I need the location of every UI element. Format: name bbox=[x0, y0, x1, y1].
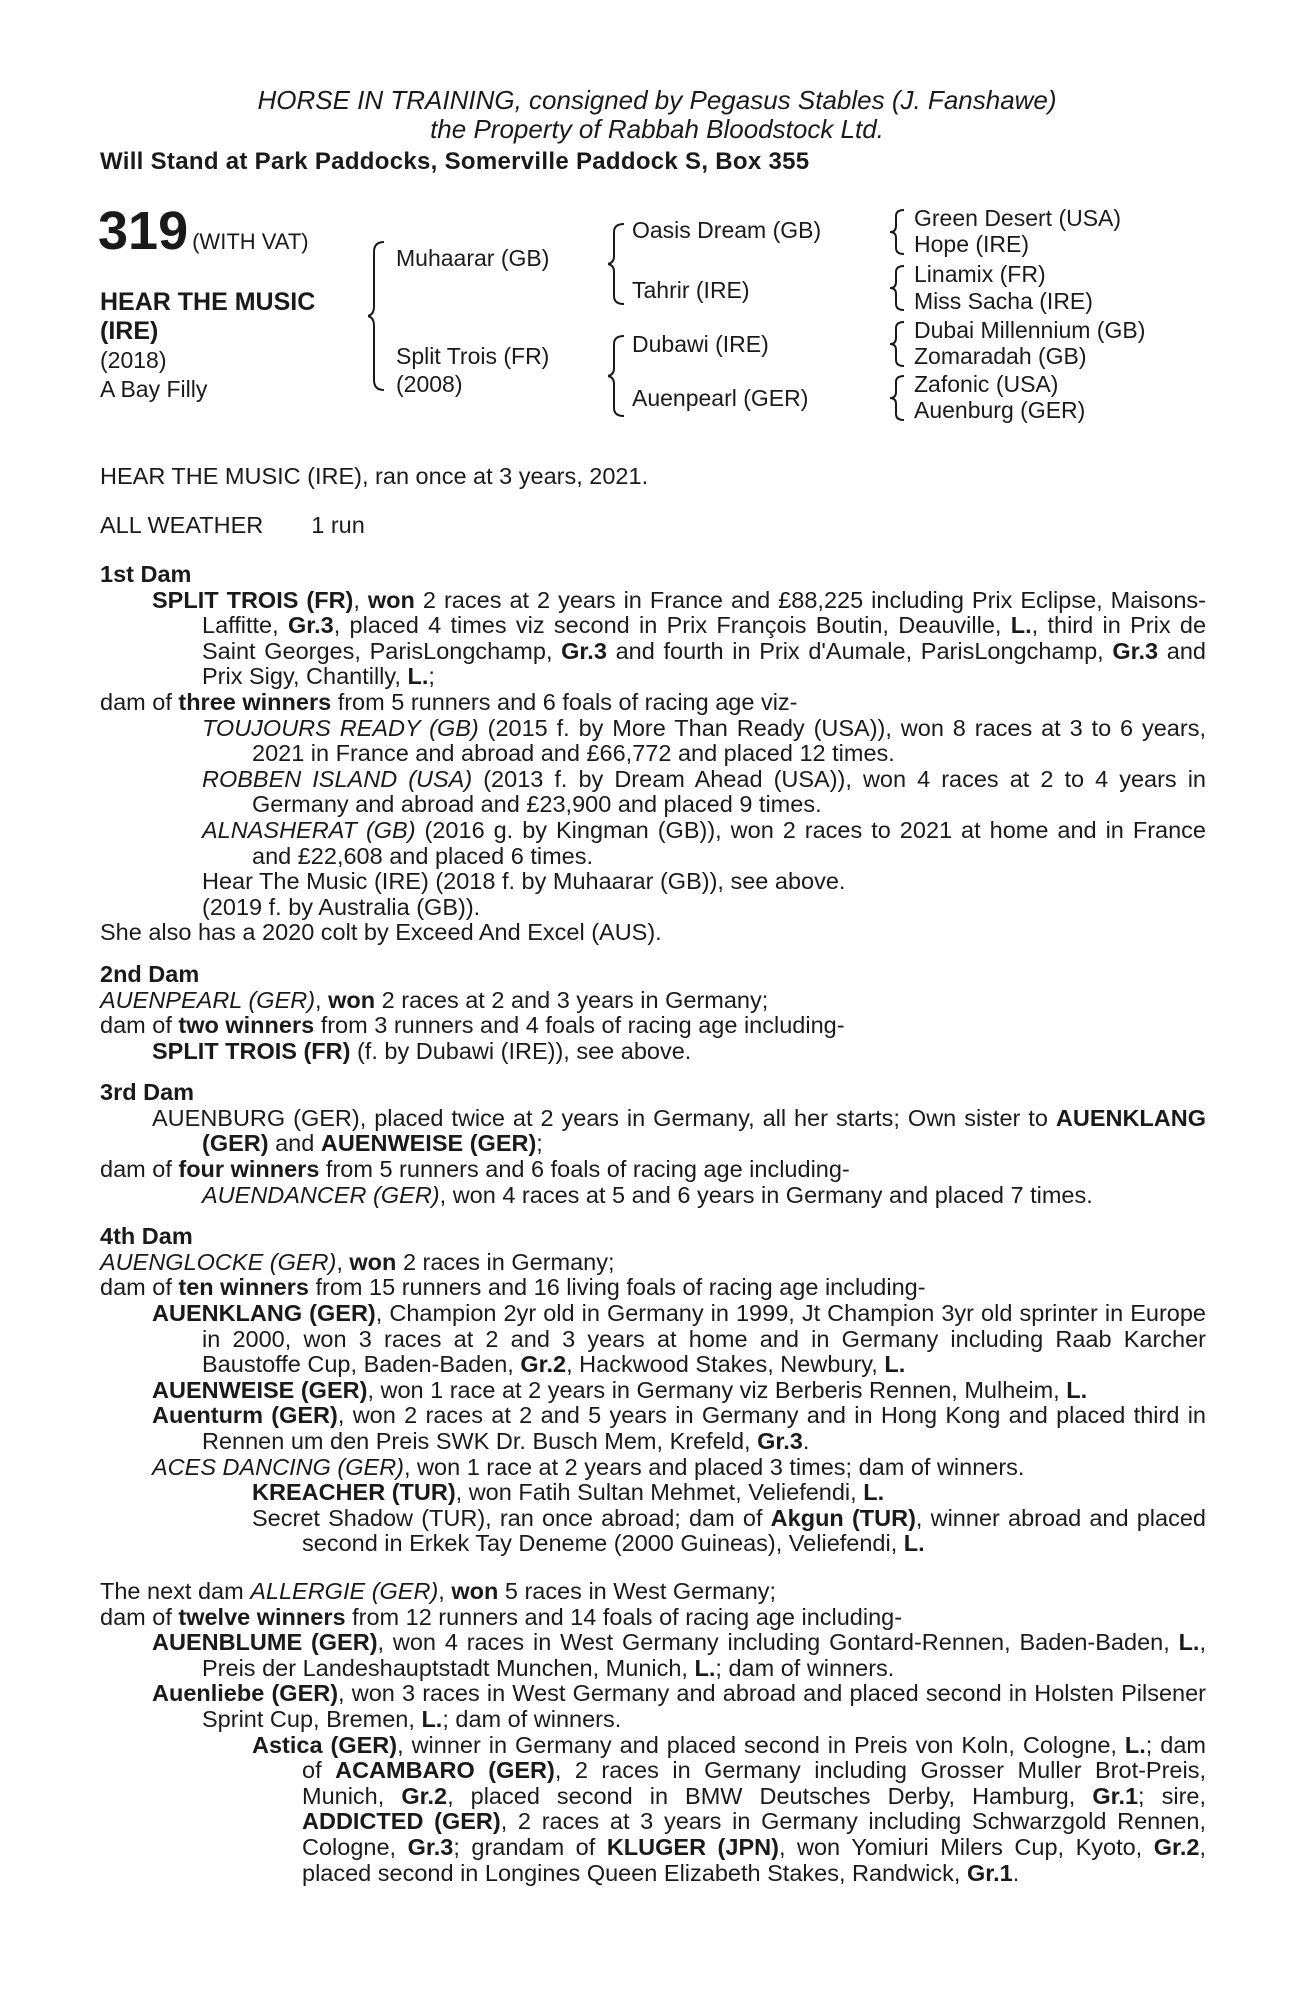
dam3-produce-summary bbox=[100, 1157, 1206, 1183]
text-1: , winner in Germany and placed second in Preis von Koln, Cologne, bbox=[397, 1731, 1117, 1758]
dam1-grade-2: Gr.3 bbox=[561, 637, 607, 664]
grade-2: Gr.1 bbox=[1092, 1782, 1139, 1809]
name-3: ADDICTED (GER) bbox=[302, 1808, 501, 1835]
dam1-dam-of: dam of bbox=[100, 688, 172, 715]
pedigree-brace-sd bbox=[890, 264, 908, 312]
grade-5: Gr.1 bbox=[966, 1859, 1013, 1886]
vat-note: (WITH VAT) bbox=[192, 229, 309, 254]
text-10: . bbox=[1012, 1859, 1020, 1886]
dam3-dam-of: dam of bbox=[100, 1156, 172, 1183]
grade-4: Gr.2 bbox=[1153, 1833, 1200, 1860]
dam4-offspring-2 bbox=[100, 1378, 1206, 1404]
dam3-semicolon: ; bbox=[536, 1130, 543, 1157]
dam1-text-1: 2 races at 2 years in France and £88,225 including Prix Eclipse, Maisons-Laffitte, bbox=[202, 586, 1206, 639]
offspring-name: AUENWEISE (GER) bbox=[152, 1376, 368, 1403]
dam1-text-3: , third in Prix de Saint Georges, ParisLongchamp, bbox=[202, 612, 1207, 664]
dam1-winners: three winners bbox=[178, 688, 332, 715]
dam2-runners: from 3 runners and 4 foals of racing age including- bbox=[320, 1012, 845, 1039]
offspring-text: (2015 f. by More Than Ready (USA)), won 8 races at 3 to 6 years, 2021 in France and abroad and £66,772 and placed 12 times. bbox=[252, 714, 1206, 767]
offspring-grade: Gr.2 bbox=[520, 1351, 567, 1378]
pedigree-dss: Dubai Millennium (GB) bbox=[914, 317, 1146, 343]
offspring-name: Auenliebe (GER) bbox=[152, 1680, 339, 1707]
offspring-name: Astica (GER) bbox=[252, 1731, 398, 1758]
dam1-offspring-4: Hear The Music (IRE) (2018 f. by Muhaarar (GB)), see above. bbox=[202, 868, 846, 895]
nextdam-text: 5 races in West Germany; bbox=[504, 1577, 777, 1604]
offspring-grade: Gr.3 bbox=[757, 1428, 803, 1454]
nextdam-dam-of: dam of bbox=[100, 1603, 172, 1630]
dam2-name: AUENPEARL (GER) bbox=[100, 986, 316, 1013]
offspring-name: ACES DANCING (GER) bbox=[152, 1453, 404, 1480]
dam4-name: AUENGLOCKE (GER) bbox=[100, 1248, 337, 1275]
nextdam-offspring-1 bbox=[100, 1630, 1206, 1681]
offspring-text: (2016 g. by Kingman (GB)), won 2 races to 2021 at home and in France and £22,608 and placed 6 times. bbox=[252, 816, 1206, 869]
dam1-record: SPLIT TROIS (FR), won 2 races at 2 years in France and £88,225 including Prix Eclipse, Maisons-Laffitte, Gr.3, placed 4 times viz second in Prix François Boutin, Deauville, L., third in Prix de Saint Georges, ParisLongchamp, Gr.3 and fourth in Prix d'Aumale, ParisLongchamp, Gr.3 and Prix Sigy, Chantilly, L.; bbox=[152, 586, 1207, 690]
dam3-heading: 3rd Dam bbox=[100, 1079, 195, 1106]
dam2-winners: two winners bbox=[178, 1012, 315, 1039]
dam1-grade-3: Gr.3 bbox=[1112, 637, 1159, 664]
lot-number: 319 bbox=[98, 201, 189, 261]
offspring-listed: L. bbox=[884, 1351, 906, 1378]
name-2: ACAMBARO (GER) bbox=[335, 1757, 555, 1784]
pedigree-ddd: Auenburg (GER) bbox=[914, 397, 1086, 423]
dam4-offspring-4 bbox=[100, 1455, 1206, 1481]
offspring-listed-2: L. bbox=[694, 1654, 716, 1681]
dam4-runners: from 15 runners and 16 living foals of racing age including- bbox=[315, 1274, 926, 1301]
property-line: the Property of Rabbah Bloodstock Ltd. bbox=[430, 114, 884, 144]
dam4-produce-summary bbox=[100, 1275, 1206, 1301]
dam1-won: won bbox=[367, 586, 415, 613]
dam1-heading: 1st Dam bbox=[100, 561, 192, 587]
offspring-listed: L. bbox=[903, 1530, 925, 1557]
surface-runs: 1 run bbox=[311, 511, 365, 538]
nextdam-grandoffspring-1 bbox=[100, 1733, 1206, 1887]
dam1-offspring-2 bbox=[100, 767, 1206, 818]
pedigree-sire: Muhaarar (GB) bbox=[396, 245, 550, 271]
dam3-and: and bbox=[275, 1130, 315, 1157]
surface-record bbox=[100, 513, 1206, 539]
dam1-name: SPLIT TROIS (FR) bbox=[152, 586, 354, 613]
offspring-name: SPLIT TROIS (FR) bbox=[152, 1037, 351, 1064]
offspring-text-1: , won 4 races in West Germany including Gontard-Rennen, Baden-Baden, bbox=[377, 1629, 1170, 1656]
offspring-text-2: , Preis der Landeshauptstadt Munchen, Munich, bbox=[202, 1629, 1206, 1681]
offspring-name: AUENDANCER (GER) bbox=[202, 1181, 440, 1208]
text-7: ; grandam of bbox=[453, 1833, 596, 1860]
race-summary: HEAR THE MUSIC (IRE), ran once at 3 years, 2021. bbox=[100, 463, 649, 489]
dam4-heading: 4th Dam bbox=[100, 1223, 193, 1250]
dam1-runners: from 5 runners and 6 foals of racing age viz- bbox=[337, 688, 798, 715]
grade-1: Gr.2 bbox=[401, 1782, 448, 1809]
horse-name: HEAR THE MUSIC bbox=[100, 288, 316, 316]
offspring-text: , won 4 races at 5 and 6 years in Germany and placed 7 times. bbox=[439, 1181, 1093, 1208]
nextdam-won: won bbox=[451, 1577, 499, 1604]
dam1-text-2: , placed 4 times viz second in Prix François Boutin, Deauville, bbox=[333, 612, 1002, 639]
pedigree-dds: Zafonic (USA) bbox=[914, 371, 1059, 397]
offspring-name: Akgun (TUR) bbox=[770, 1504, 916, 1531]
offspring-text-1: , Champion 2yr old in Germany in 1999, Jt Champion 3yr old sprinter in Europe in 2000, won 3 races at 2 and 3 years at home and in Germany including Raab Karcher Baustoffe Cup, Baden-Baden, bbox=[202, 1300, 1206, 1378]
offspring-name: AUENBLUME (GER) bbox=[152, 1629, 378, 1656]
text-6: , 2 races at 3 years in Germany including Schwarzgold Rennen, Cologne, bbox=[302, 1808, 1206, 1860]
dam1-produce-summary bbox=[100, 690, 1206, 716]
dam2-won: won bbox=[328, 986, 376, 1013]
horse-identity bbox=[100, 288, 315, 404]
nextdam-winners: twelve winners bbox=[178, 1603, 346, 1630]
text-2: ; dam of bbox=[302, 1731, 1207, 1784]
family-notes bbox=[100, 562, 1206, 1886]
pedigree-brace-dam bbox=[608, 334, 628, 418]
pedigree-brace-ds bbox=[890, 320, 908, 368]
dam2-heading: 2nd Dam bbox=[100, 960, 200, 987]
offspring-name: AUENKLANG (GER) bbox=[152, 1300, 376, 1327]
text-9: , placed second in Longines Queen Elizabeth Stakes, Randwick, bbox=[302, 1833, 1207, 1886]
dam2-dam-of: dam of bbox=[100, 1012, 172, 1039]
dam1-text-4: and fourth in Prix d'Aumale, ParisLongchamp, bbox=[615, 637, 1104, 664]
listed: L. bbox=[1124, 1731, 1146, 1758]
consignor-line: HORSE IN TRAINING, consigned by Pegasus Stables (J. Fanshawe) bbox=[257, 85, 1057, 115]
offspring-text-3: ; dam of winners. bbox=[715, 1654, 895, 1681]
dam4-record: AUENGLOCKE (GER), won 2 races in Germany; bbox=[100, 1248, 615, 1275]
pedigree-dam: Split Trois (FR) bbox=[396, 343, 550, 369]
dam1-grade-1: Gr.3 bbox=[287, 612, 334, 639]
dam4-text: 2 races in Germany; bbox=[402, 1248, 615, 1275]
text-4: , placed second in BMW Deutsches Derby, Hamburg, bbox=[447, 1782, 1076, 1809]
grade-3: Gr.3 bbox=[407, 1833, 454, 1860]
dam4-offspring-1 bbox=[100, 1301, 1206, 1378]
dam2-record: AUENPEARL (GER), won 2 races at 2 and 3 years in Germany; bbox=[100, 986, 769, 1013]
dam2-offspring-1 bbox=[100, 1039, 1206, 1065]
offspring-name: ROBBEN ISLAND (USA) bbox=[202, 765, 473, 792]
dam1-offspring-5: (2019 f. by Australia (GB)). bbox=[202, 893, 481, 920]
offspring-text: , won 1 race at 2 years and placed 3 times; dam of winners. bbox=[404, 1453, 1025, 1480]
dam1-offspring-3 bbox=[100, 818, 1206, 869]
offspring-listed: L. bbox=[421, 1705, 443, 1732]
text-8: , won Yomiuri Milers Cup, Kyoto, bbox=[778, 1833, 1143, 1860]
dam4-dam-of: dam of bbox=[100, 1274, 172, 1301]
offspring-text-2: , winner abroad and placed second in Erkek Tay Deneme (2000 Guineas), Veliefendi, bbox=[302, 1504, 1206, 1557]
offspring-listed: L. bbox=[1066, 1376, 1088, 1403]
dam1-listed-1: L. bbox=[1010, 612, 1032, 639]
pedigree-brace-sire-dam bbox=[368, 240, 388, 392]
horse-description: A Bay Filly bbox=[100, 376, 208, 402]
dam2-text: 2 races at 2 and 3 years in Germany; bbox=[381, 986, 769, 1013]
dam4-grandoffspring-2 bbox=[100, 1506, 1206, 1557]
offspring-text: , won Fatih Sultan Mehmet, Veliefendi, bbox=[455, 1479, 857, 1506]
dam1-offspring-1 bbox=[100, 716, 1206, 767]
pedigree-dam-year: (2008) bbox=[396, 371, 463, 397]
name-4: KLUGER (JPN) bbox=[606, 1833, 779, 1860]
pedigree-brace-dd bbox=[890, 374, 908, 422]
pedigree-sire-sire: Oasis Dream (GB) bbox=[632, 217, 822, 243]
offspring-text-2: . bbox=[802, 1428, 810, 1454]
race-record bbox=[100, 464, 1206, 538]
dam1-text-5: and Prix Sigy, Chantilly, bbox=[202, 637, 1207, 690]
dam3-sibling-1: AUENKLANG (GER) bbox=[202, 1104, 1207, 1157]
lot-number-block bbox=[98, 200, 309, 262]
pedigree-dsd: Zomaradah (GB) bbox=[914, 343, 1087, 369]
horse-year: (2018) bbox=[100, 347, 167, 373]
dam3-offspring-1 bbox=[100, 1183, 1206, 1209]
dam4-won: won bbox=[349, 1248, 397, 1275]
dam3-runners: from 5 runners and 6 foals of racing age including- bbox=[325, 1156, 850, 1183]
offspring-text-1: , won 3 races in West Germany and abroad and placed second in Holsten Pilsener Sprint Cup, Bremen, bbox=[202, 1680, 1206, 1732]
dam3-record bbox=[100, 1106, 1206, 1157]
pedigree-sss: Green Desert (USA) bbox=[914, 205, 1122, 231]
pedigree-ssd: Hope (IRE) bbox=[914, 231, 1030, 257]
dam1-listed-2: L. bbox=[407, 663, 429, 690]
offspring-text-2: ; dam of winners. bbox=[442, 1705, 622, 1732]
offspring-listed-1: L. bbox=[1178, 1629, 1200, 1656]
dam2-produce-summary bbox=[100, 1013, 1206, 1039]
pedigree-brace-sire bbox=[608, 222, 628, 306]
dam4-offspring-3 bbox=[100, 1403, 1206, 1454]
offspring-name: KREACHER (TUR) bbox=[252, 1479, 456, 1506]
offspring-text-1: , won 1 race at 2 years in Germany viz Berberis Rennen, Mulheim, bbox=[367, 1376, 1060, 1403]
pedigree-dam-dam: Auenpearl (GER) bbox=[632, 385, 809, 411]
pedigree-sdd: Miss Sacha (IRE) bbox=[914, 288, 1093, 314]
dam1-text-6: ; bbox=[428, 663, 435, 690]
text-5: ; sire, bbox=[1138, 1782, 1207, 1809]
dam3-text: AUENBURG (GER), placed twice at 2 years in Germany, all her starts; Own sister to bbox=[152, 1104, 1048, 1131]
dam3-winners: four winners bbox=[178, 1156, 320, 1183]
offspring-text-2: , Hackwood Stakes, Newbury, bbox=[566, 1351, 878, 1378]
offspring-listed: L. bbox=[863, 1479, 885, 1506]
offspring-text: (2013 f. by Dream Ahead (USA)), won 4 races at 2 to 4 years in Germany and abroad and £23,900 and placed 9 times. bbox=[252, 765, 1206, 818]
stand-location: Will Stand at Park Paddocks, Somerville Paddock S, Box 355 bbox=[100, 148, 810, 175]
dam1-also: She also has a 2020 colt by Exceed And Excel (AUS). bbox=[100, 919, 662, 946]
offspring-name: Auenturm (GER) bbox=[152, 1402, 338, 1429]
text-3: , 2 races in Germany including Grosser Muller Brot-Preis, Munich, bbox=[302, 1757, 1206, 1809]
nextdam-record: The next dam ALLERGIE (GER), won 5 races in West Germany; bbox=[100, 1577, 777, 1604]
pedigree-sds: Linamix (FR) bbox=[914, 261, 1046, 287]
nextdam-produce-summary bbox=[100, 1605, 1206, 1631]
dam3-sibling-2: AUENWEISE (GER) bbox=[320, 1130, 537, 1157]
horse-country: (IRE) bbox=[100, 317, 159, 345]
offspring-text-1: , won 2 races at 2 and 5 years in Germany and in Hong Kong and placed third in Rennen um den Preis SWK Dr. Busch Mem, Krefeld, bbox=[202, 1402, 1206, 1454]
offspring-text: (f. by Dubawi (IRE)), see above. bbox=[356, 1037, 692, 1064]
pedigree-sire-dam: Tahrir (IRE) bbox=[632, 277, 750, 303]
nextdam-runners: from 12 runners and 14 foals of racing age including- bbox=[352, 1603, 903, 1630]
offspring-name: ALNASHERAT (GB) bbox=[202, 816, 416, 843]
surface-label: ALL WEATHER bbox=[100, 511, 264, 538]
nextdam-name: ALLERGIE (GER) bbox=[250, 1577, 439, 1604]
nextdam-offspring-2 bbox=[100, 1681, 1206, 1732]
dam4-winners: ten winners bbox=[178, 1274, 309, 1301]
nextdam-intro: The next dam bbox=[100, 1577, 244, 1604]
dam4-grandoffspring-1 bbox=[100, 1480, 1206, 1506]
pedigree-brace-ss bbox=[890, 208, 908, 256]
offspring-text-1: Secret Shadow (TUR), ran once abroad; dam of bbox=[252, 1504, 763, 1531]
pedigree-dam-sire: Dubawi (IRE) bbox=[632, 331, 769, 357]
offspring-name: TOUJOURS READY (GB) bbox=[202, 714, 479, 741]
